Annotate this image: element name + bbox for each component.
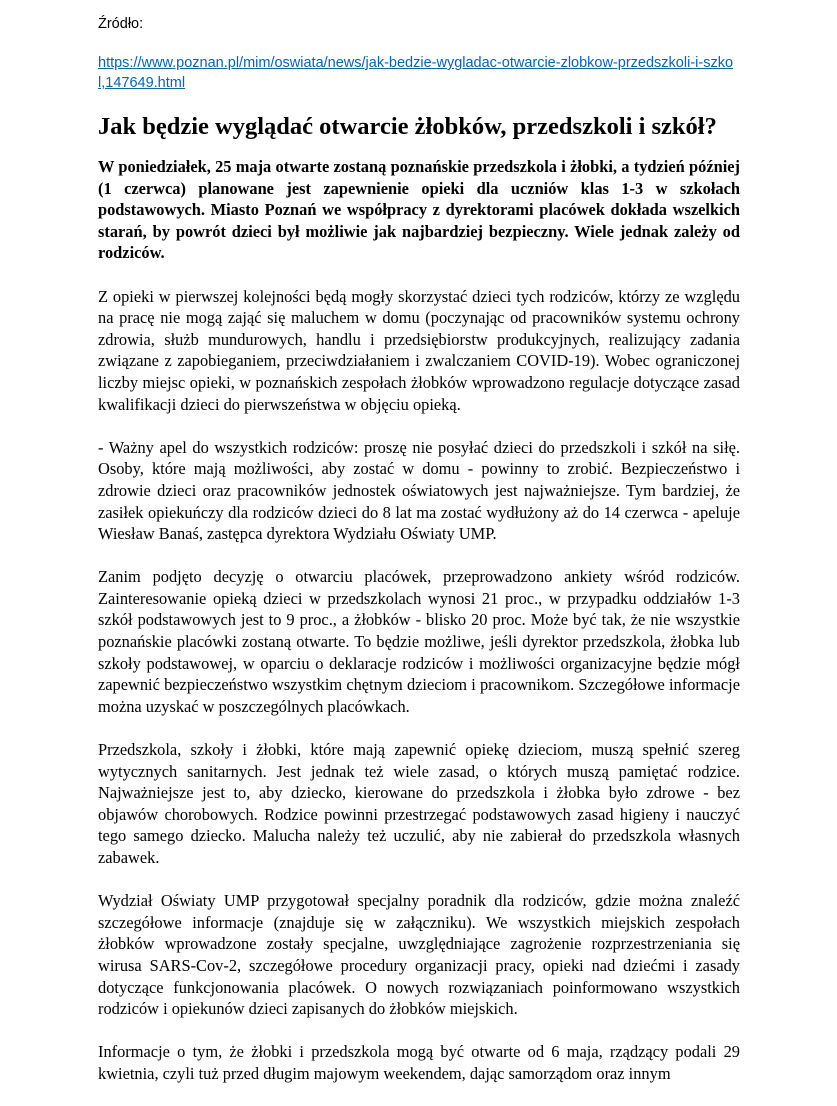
article-paragraph: Informacje o tym, że żłobki i przedszkola mogą być otwarte od 6 maja, rządzący podali 29 kwietnia, czyli tuż przed długim majowym weekendem, dając samorządom oraz innym bbox=[98, 1042, 740, 1083]
article-body bbox=[98, 156, 740, 1106]
article-lead: W poniedziałek, 25 maja otwarte zostaną poznańskie przedszkola i żłobki, a tydzień później (1 czerwca) planowane jest zapewnienie opieki dla uczniów klas 1-3 w szkołach podstawowych. Miasto Poznań we współpracy z dyrektorami placówek dokłada wszelkich starań, by powrót dzieci był możliwie jak najbardziej bezpieczny. Wiele jednak zależy od rodziców. bbox=[98, 157, 740, 263]
article-paragraph: - Ważny apel do wszystkich rodziców: proszę nie posyłać dzieci do przedszkoli i szkół na siłę. Osoby, które mają możliwości, aby zostać w domu - powinny to zrobić. Bezpieczeństwo i zdrowie dzieci oraz pracowników jednostek oświatowych jest najważniejsze. Tym bardziej, że zasiłek opiekuńczy dla rodziców dzieci do 8 lat ma zostać wydłużony aż do 14 czerwca - apeluje Wiesław Banaś, zastępca dyrektora Wydziału Oświaty UMP. bbox=[98, 437, 740, 544]
source-label: Źródło: bbox=[98, 16, 144, 32]
article-paragraph: Wydział Oświaty UMP przygotował specjalny poradnik dla rodziców, gdzie można znaleźć szczegółowe informacje (znajduje się w załączniku). We wszystkich miejskich zespołach żłobków wprowadzone zostały specjalne, uwzględniające zagrożenie rozprzestrzeniania się wirusa SARS-Cov-2, szczegółowe procedury organizacji pracy, opieki nad dziećmi i zasady dotyczące funkcjonowania placówek. O nowych rozwiązaniach poinformowano wszystkich rodziców i opiekunów dzieci zapisanych do żłobków miejskich. bbox=[98, 891, 740, 1019]
source-link[interactable]: https://www.poznan.pl/mim/oswiata/news/jak-bedzie-wygladac-otwarcie-zlobkow-przedszkoli-i-szkol,147649.html bbox=[98, 55, 734, 91]
article-paragraph: Z opieki w pierwszej kolejności będą mogły skorzystać dzieci tych rodziców, którzy ze względu na pracę nie mogą zająć się maluchem w domu (poczynając od pracowników systemu ochrony zdrowia, służb mundurowych, handlu i przedsiębiorstw produkcyjnych, realizujący zadania związane z zapobieganiem, przeciwdziałaniem i zwalczaniem COVID-19). Wobec ograniczonej liczby miejsc opieki, w poznańskich zespołach żłobków wprowadzono regulacje dotyczące zasad kwalifikacji dzieci do pierwszeństwa w objęciu opieką. bbox=[98, 286, 740, 414]
article-paragraph: Zanim podjęto decyzję o otwarciu placówek, przeprowadzono ankiety wśród rodziców. Zainteresowanie opieką dzieci w przedszkolach wynosi 21 proc., w przypadku oddziałów 1-3 szkół podstawowych jest to 9 proc., a żłobków - blisko 20 proc. Może być tak, że nie wszystkie poznańskie placówki zostaną otwarte. To będzie możliwe, jeśli dyrektor przedszkola, żłobka lub szkoły podstawowej, w oparciu o deklaracje rodziców i możliwości organizacyjne będzie mógł zapewnić bezpieczeństwo wszystkim chętnym dzieciom i pracownikom. Szczegółowe informacje można uzyskać w poszczególnych placówkach. bbox=[98, 567, 740, 716]
article-title: Jak będzie wyglądać otwarcie żłobków, przedszkoli i szkół? bbox=[98, 113, 717, 140]
article-paragraph: Przedszkola, szkoły i żłobki, które mają zapewnić opiekę dzieciom, muszą spełnić szereg wytycznych sanitarnych. Jest jednak też wiele zasad, o których muszą pamiętać rodzice. Najważniejsze jest to, aby dziecko, kierowane do przedszkola i żłobka było zdrowe - bez objawów chorobowych. Rodzice powinni przestrzegać podstawowych zasad higieny i nauczyć tego samego dziecko. Malucha należy też uczulić, aby nie zabierał do przedszkola własnych zabawek. bbox=[98, 740, 740, 867]
